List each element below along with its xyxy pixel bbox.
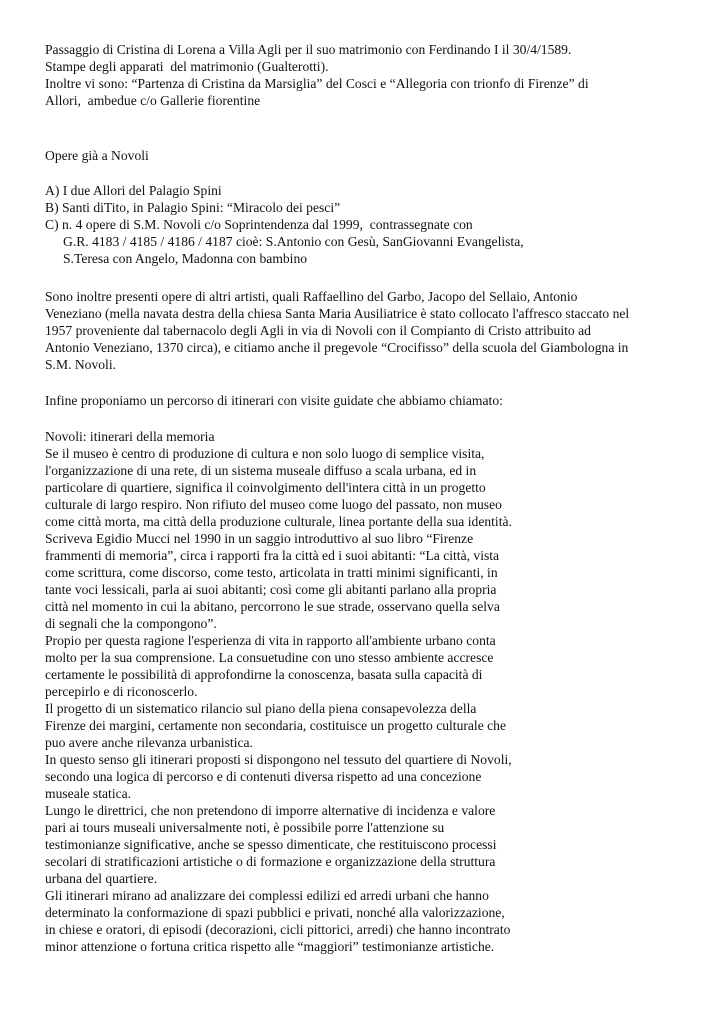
memory-line: in chiese e oratori, di episodi (decorazioni, cicli pittorici, arredi) che hanno incontrato: [45, 922, 511, 937]
works-item-continuation: G.R. 4183 / 4185 / 4186 / 4187 cioè: S.Antonio con Gesù, SanGiovanni Evangelista,: [63, 234, 524, 249]
memory-line: particolare di quartiere, significa il coinvolgimento dell'intera città in un progetto: [45, 480, 486, 495]
memory-line: Firenze dei margini, certamente non secondaria, costituisce un progetto culturale che: [45, 718, 507, 733]
works-item: A) I due Allori del Palagio Spini: [45, 183, 222, 198]
intro-line: Inoltre vi sono: “Partenza di Cristina da Marsiglia” del Cosci e “Allegoria con trionfo di Firenze” di: [45, 76, 589, 91]
intro-line: Passaggio di Cristina di Lorena a Villa Agli per il suo matrimonio con Ferdinando I il 30/4/1589.: [45, 42, 572, 57]
memory-line: testimonianze significative, anche se spesso dimenticate, che restituiscono processi: [45, 837, 497, 852]
works-item-continuation: S.Teresa con Angelo, Madonna con bambino: [63, 251, 308, 266]
other-works-line: Veneziano (mella navata destra della chiesa Santa Maria Ausiliatrice è stato collocato l'affresco staccato nel: [45, 306, 630, 321]
memory-line: determinato la conformazione di spazi pubblici e privati, nonché alla valorizzazione,: [45, 905, 505, 920]
intro-line: Stampe degli apparati del matrimonio (Gualterotti).: [45, 59, 329, 74]
works-item: B) Santi diTito, in Palagio Spini: “Miracolo dei pesci”: [45, 200, 341, 215]
memory-line: secolari di stratificazioni artistiche o di formazione e organizzazione della struttura: [45, 854, 496, 869]
memory-line: secondo una logica di percorso e di contenuti diversa rispetto ad una concezione: [45, 769, 482, 784]
memory-line: In questo senso gli itinerari proposti si dispongono nel tessuto del quartiere di Novoli,: [45, 752, 512, 767]
memory-line: pari ai tours museali universalmente noti, è possibile porre l'attenzione su: [45, 820, 445, 835]
memory-line: puo avere anche rilevanza urbanistica.: [45, 735, 253, 750]
memory-heading: Novoli: itinerari della memoria: [45, 429, 215, 444]
works-item: C) n. 4 opere di S.M. Novoli c/o Soprintendenza dal 1999, contrassegnate con: [45, 217, 473, 232]
memory-line: l'organizzazione di una rete, di un sistema museale diffuso a scala urbana, ed in: [45, 463, 477, 478]
memory-line: tante voci lessicali, parla ai suoi abitanti; così come gli abitanti parlano alla propria: [45, 582, 497, 597]
memory-line: Gli itinerari mirano ad analizzare dei complessi edilizi ed arredi urbani che hanno: [45, 888, 489, 903]
other-works-line: S.M. Novoli.: [45, 357, 117, 372]
other-works-line: Antonio Veneziano, 1370 circa), e citiamo anche il pregevole “Crocifisso” della scuola del Giambologna in: [45, 340, 629, 355]
memory-line: certamente le possibilità di approfondirne la conoscenza, basata sulla capacità di: [45, 667, 483, 682]
memory-line: Scriveva Egidio Mucci nel 1990 in un saggio introduttivo al suo libro “Firenze: [45, 531, 474, 546]
memory-line: Se il museo è centro di produzione di cultura e non solo luogo di semplice visita,: [45, 446, 485, 461]
memory-line: culturale di largo respiro. Non rifiuto del museo come luogo del passato, non museo: [45, 497, 502, 512]
other-works-line: 1957 proveniente dal tabernacolo degli Agli in via di Novoli con il Compianto di Cristo attribuito ad: [45, 323, 591, 338]
memory-line: molto per la sua comprensione. La consuetudine con uno stesso ambiente accresce: [45, 650, 494, 665]
memory-line: minor attenzione o fortuna critica rispetto alle “maggiori” testimonianze artistiche.: [45, 939, 495, 954]
memory-line: percepirlo e di riconoscerlo.: [45, 684, 198, 699]
memory-line: città nel momento in cui la abitano, percorrono le sue strade, osservano quella selva: [45, 599, 500, 614]
section-title: Opere già a Novoli: [45, 148, 149, 163]
memory-line: Lungo le direttrici, che non pretendono di imporre alternative di incidenza e valore: [45, 803, 496, 818]
intro-line: Allori, ambedue c/o Gallerie fiorentine: [45, 93, 261, 108]
memory-line: Il progetto di un sistematico rilancio sul piano della piena consapevolezza della: [45, 701, 477, 716]
memory-line: di segnali che la compongono”.: [45, 616, 217, 631]
memory-line: urbana del quartiere.: [45, 871, 158, 886]
other-works-line: Sono inoltre presenti opere di altri artisti, quali Raffaellino del Garbo, Jacopo del Sellaio, Antonio: [45, 289, 578, 304]
memory-line: Propio per questa ragione l'esperienza di vita in rapporto all'ambiente urbano conta: [45, 633, 496, 648]
memory-line: museale statica.: [45, 786, 132, 801]
memory-line: come città morta, ma città della produzione culturale, linea portante della sua identità.: [45, 514, 512, 529]
memory-line: frammenti di memoria”, circa i rapporti fra la città ed i suoi abitanti: “La città, vista: [45, 548, 500, 563]
proposal-line: Infine proponiamo un percorso di itinerari con visite guidate che abbiamo chiamato:: [45, 393, 503, 408]
memory-line: come scrittura, come discorso, come testo, articolata in tratti minimi significanti, in: [45, 565, 498, 580]
